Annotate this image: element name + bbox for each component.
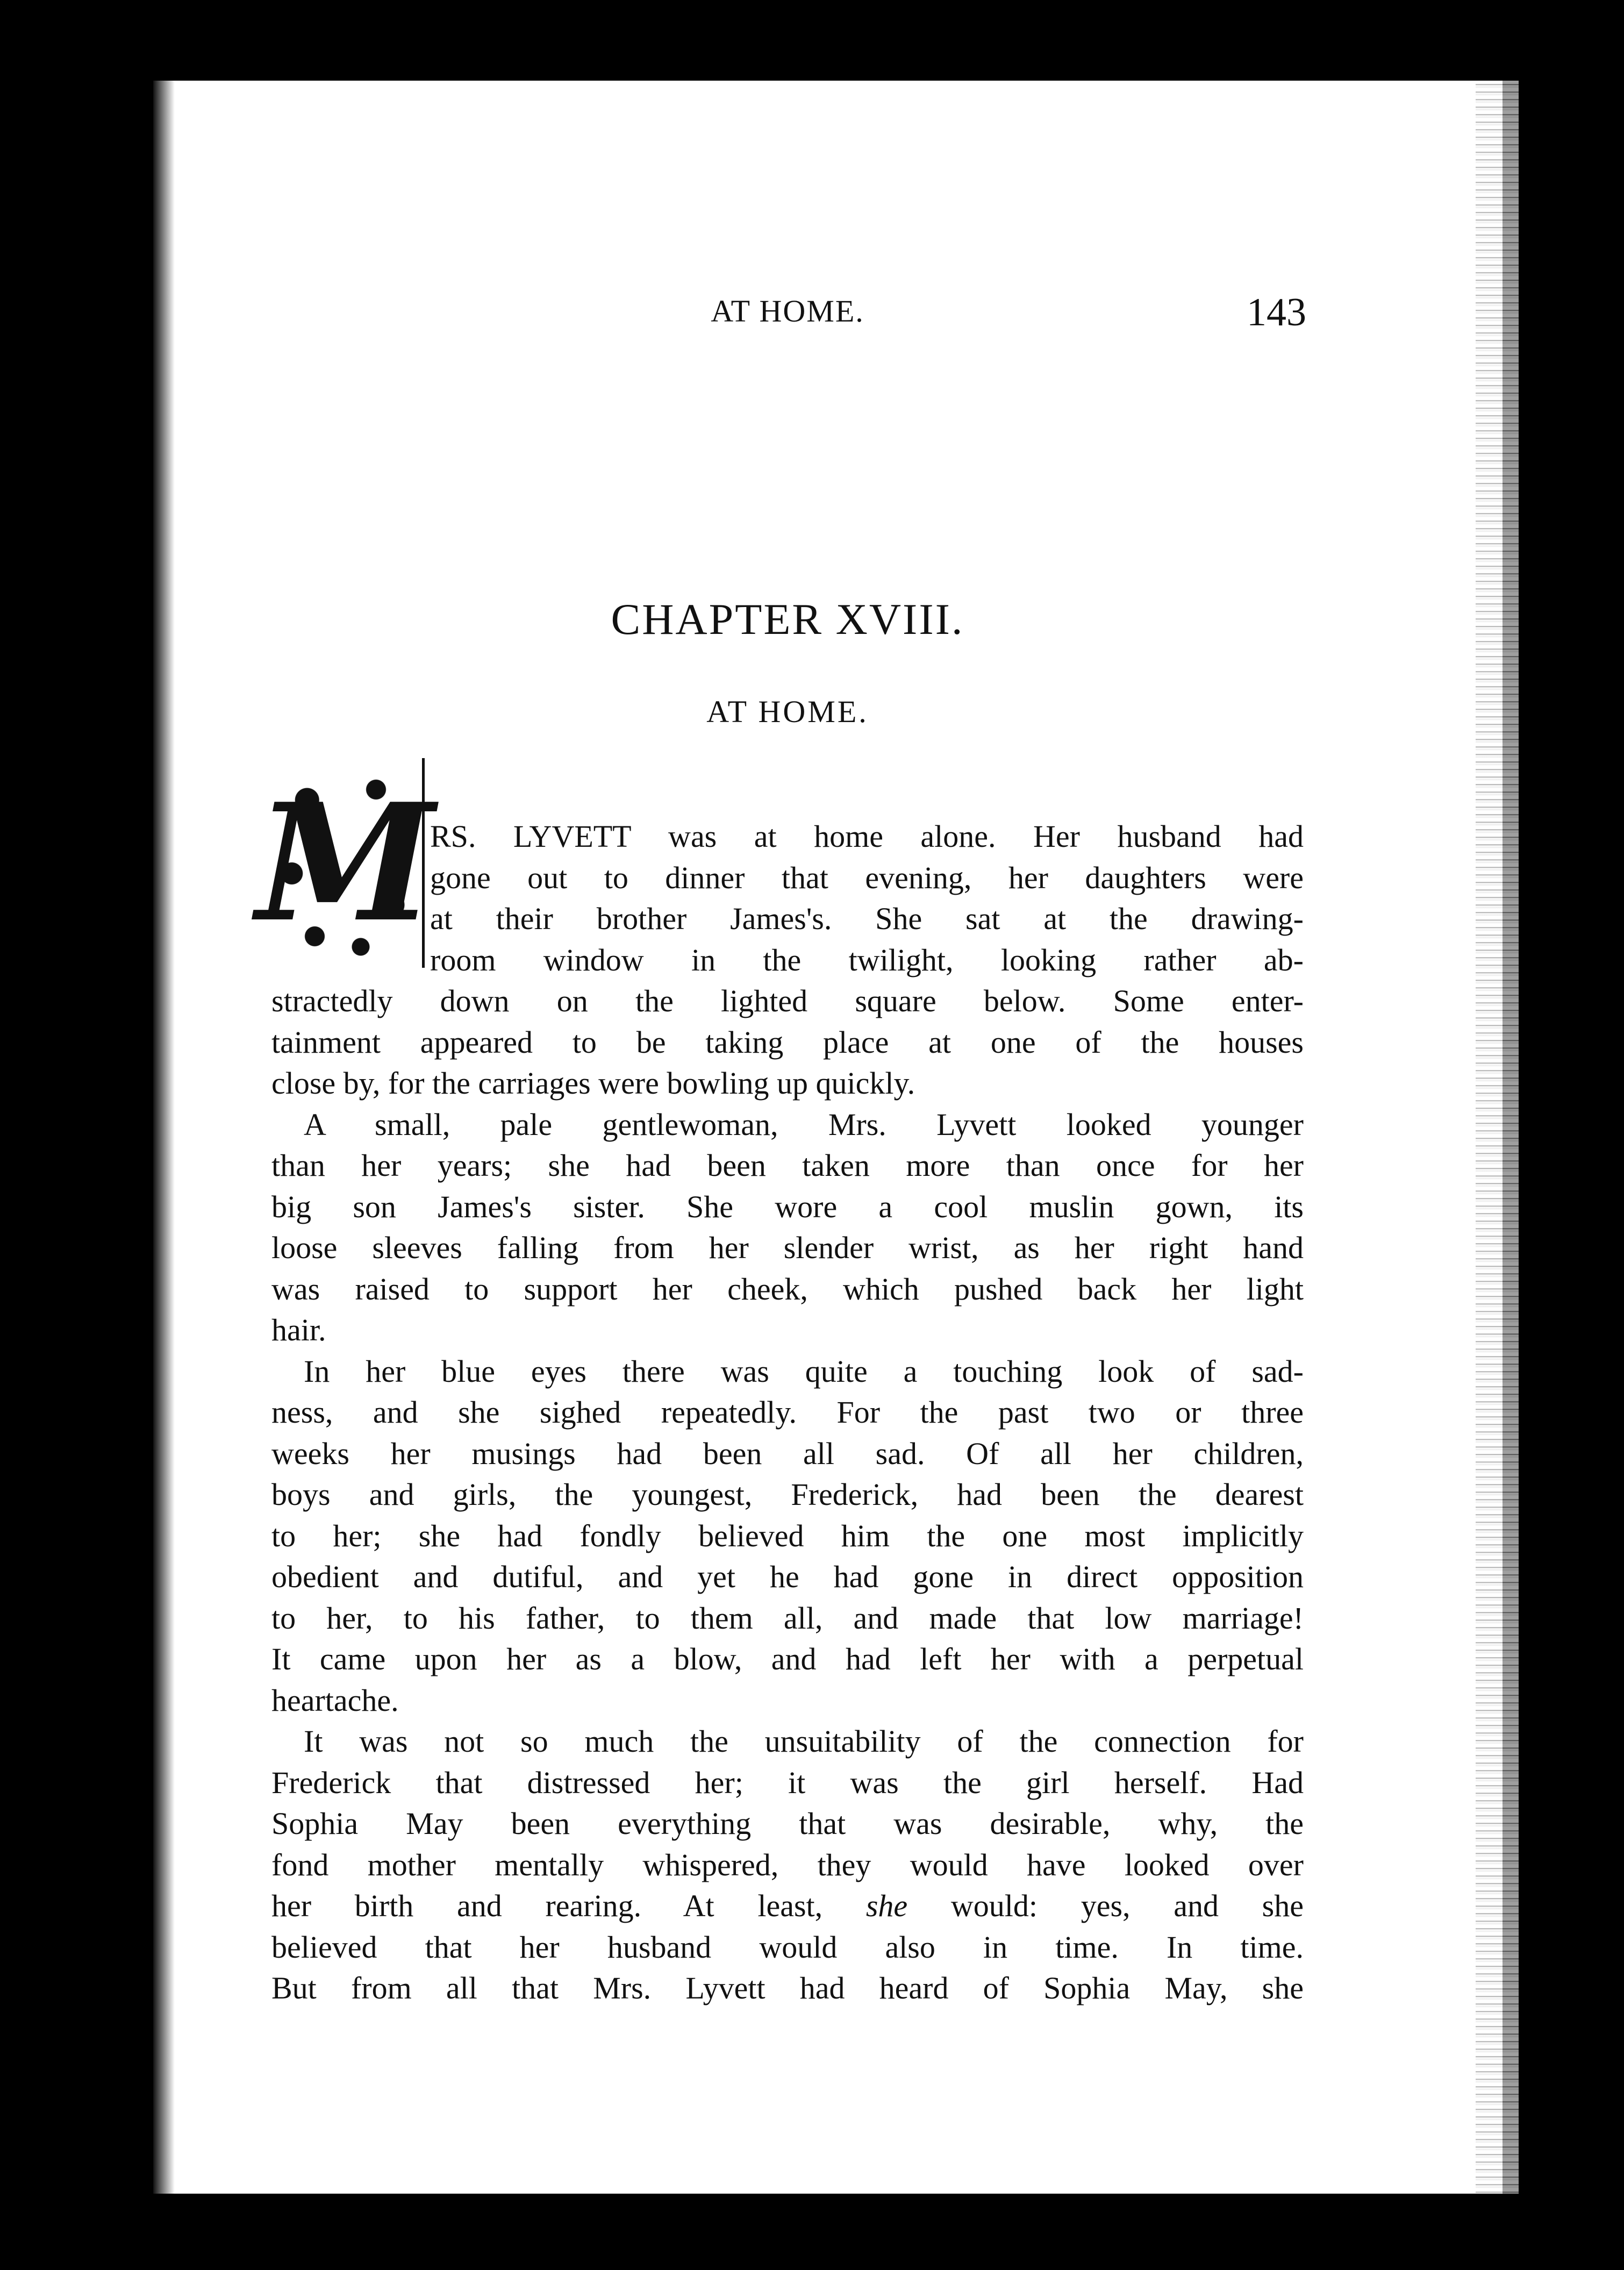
text-line: ness, and she sighed repeatedly. For the past two or three — [271, 1395, 1304, 1430]
text-line: obedient and dutiful, and yet he had gone in direct opposition — [271, 1559, 1304, 1594]
paragraph-3 — [271, 1351, 1304, 1722]
running-head: AT HOME. — [711, 294, 864, 329]
text-line: big son James's sister. She wore a cool muslin gown, its — [271, 1189, 1304, 1224]
text-line: But from all that Mrs. Lyvett had heard of Sophia May, she — [271, 1971, 1304, 2005]
text-line: heartache. — [271, 1682, 399, 1718]
text-line: boys and girls, the youngest, Frederick, had been the dearest — [271, 1477, 1304, 1512]
text-fragment: her birth and rearing. At least, — [271, 1888, 866, 1923]
paragraph-1-continued — [271, 981, 1304, 1104]
text-line: RS. LYVETT was at home alone. Her husband had — [430, 819, 1304, 854]
text-line: hair. — [271, 1312, 326, 1347]
page-number: 143 — [1247, 290, 1306, 334]
paragraph-1 — [430, 816, 1304, 981]
text-line: Frederick that distressed her; it was the girl herself. Had — [271, 1765, 1304, 1800]
text-line: It came upon her as a blow, and had left her with a perpetual — [271, 1641, 1304, 1676]
text-line: It was not so much the unsuitability of the connection for — [304, 1724, 1304, 1759]
text-line: to her; she had fondly believed him the one most implicitly — [271, 1518, 1304, 1553]
page-edge — [1476, 81, 1519, 2194]
text-line: was raised to support her cheek, which pushed back her light — [271, 1271, 1304, 1307]
text-line: tainment appeared to be taking place at one of the houses — [271, 1024, 1304, 1060]
body-text — [271, 816, 1304, 2009]
drop-cap-letter: M — [256, 768, 435, 958]
text-line: room window in the twilight, looking rather ab- — [430, 942, 1304, 977]
text-line: close by, for the carriages were bowling up quickly. — [271, 1066, 915, 1101]
text-line: stractedly down on the lighted square below. Some enter- — [271, 983, 1304, 1018]
chapter-title: CHAPTER XVIII. — [611, 595, 964, 644]
text-line: to her, to his father, to them all, and made that low marriage! — [271, 1600, 1304, 1636]
text-line: gone out to dinner that evening, her daughters were — [430, 860, 1304, 895]
page-header — [269, 290, 1306, 341]
text-line: at their brother James's. She sat at the drawing- — [430, 901, 1304, 936]
spine-shadow — [153, 81, 175, 2194]
paragraph-2 — [271, 1104, 1304, 1351]
text-line: Sophia May been everything that was desirable, why, the — [271, 1806, 1304, 1841]
chapter-subtitle: AT HOME. — [706, 694, 869, 729]
text-line: In her blue eyes there was quite a touching look of sad- — [304, 1353, 1304, 1389]
text-line: fond mother mentally whispered, they would have looked over — [271, 1847, 1304, 1882]
text-line-with-emphasis — [271, 1886, 1304, 1927]
text-line: believed that her husband would also in time. In time. — [271, 1929, 1304, 1965]
text-line: than her years; she had been taken more than once for her — [271, 1148, 1304, 1183]
emphasized-word: she — [865, 1888, 908, 1923]
text-line: weeks her musings had been all sad. Of all her children, — [271, 1436, 1304, 1471]
text-line: A small, pale gentlewoman, Mrs. Lyvett looked younger — [304, 1107, 1304, 1142]
text-line: loose sleeves falling from her slender wrist, as her right hand — [271, 1230, 1304, 1265]
text-fragment: would: yes, and she — [907, 1888, 1304, 1923]
paragraph-4 — [271, 1721, 1304, 2009]
